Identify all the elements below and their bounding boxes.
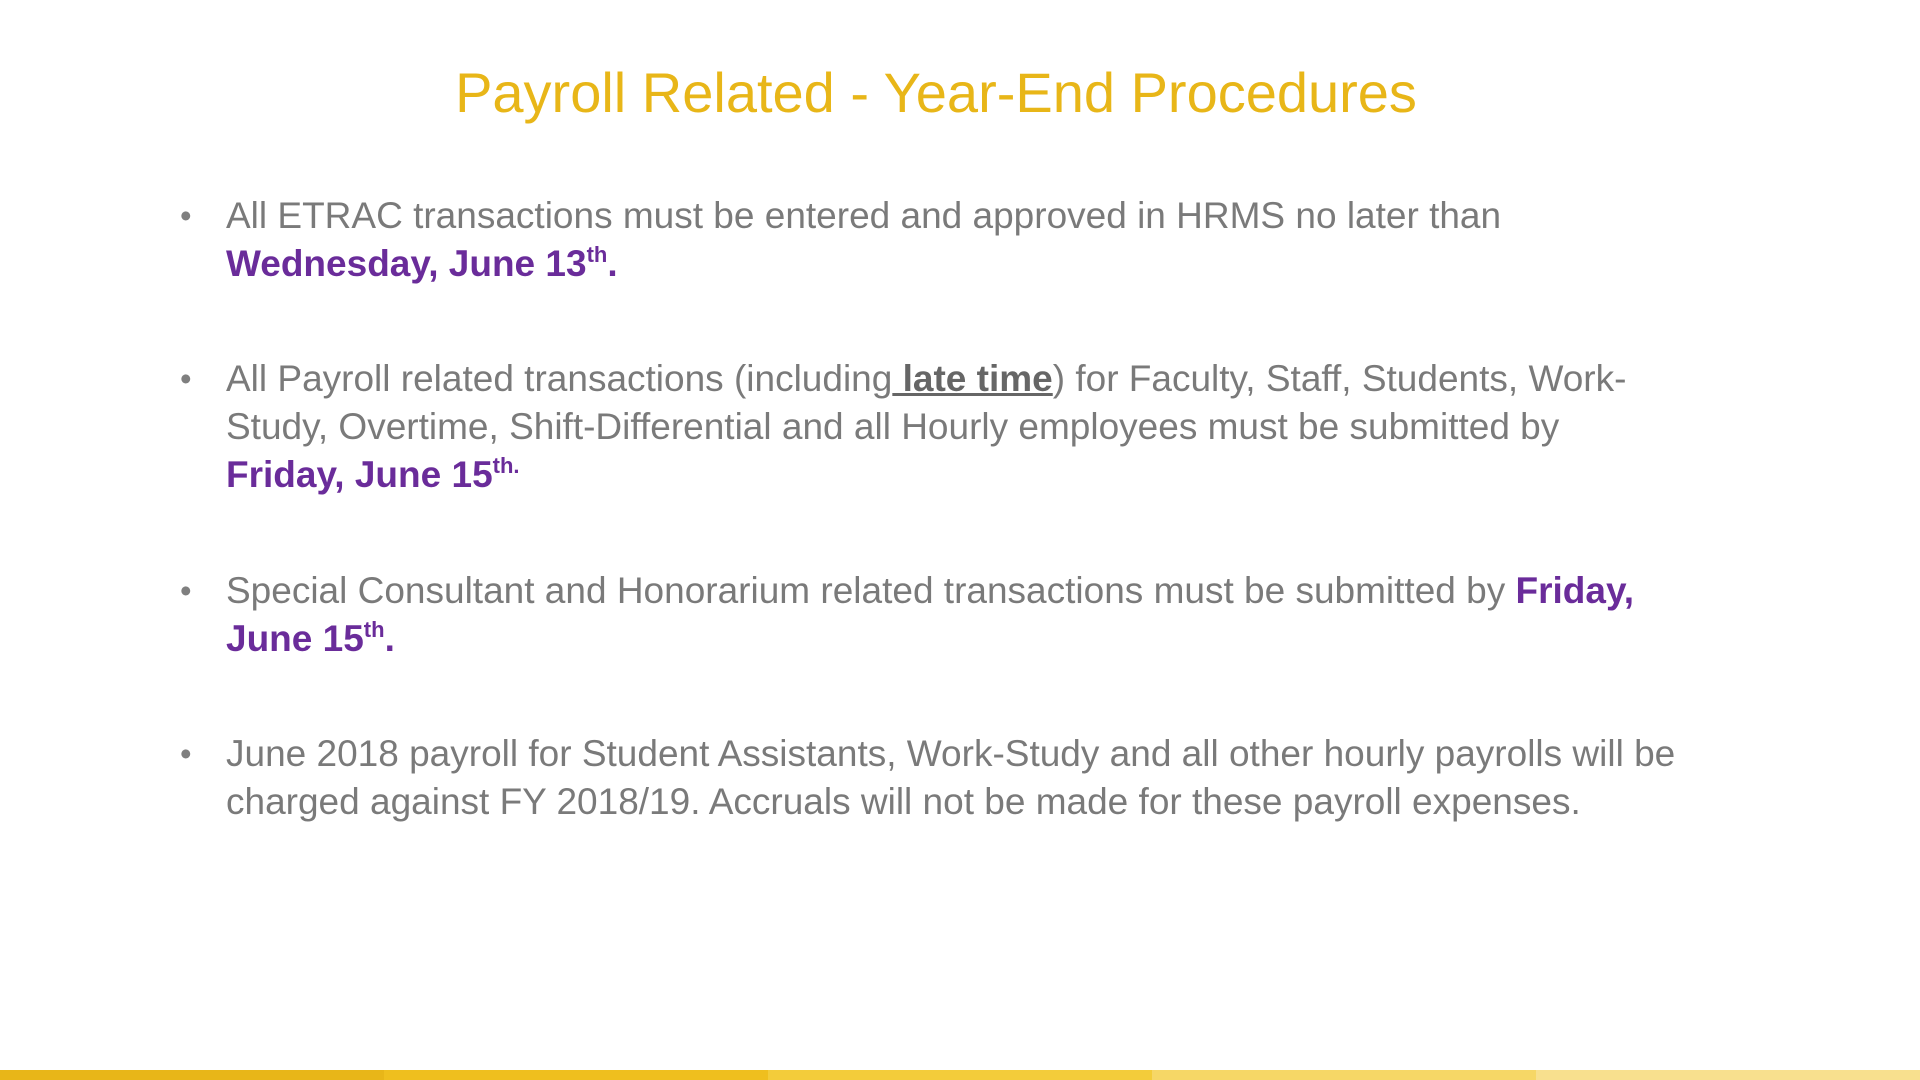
deadline-date: Friday, June 15	[226, 454, 493, 495]
late-time-emphasis: late time	[892, 358, 1053, 399]
deadline-highlight	[226, 243, 618, 284]
bullet-text: June 2018 payroll for Student Assistants, Work-Study and all other hourly payrolls will be charged against FY 2018/19. Accruals will not be made for these payroll expenses.	[226, 733, 1676, 822]
bullet-mark: •	[180, 197, 192, 234]
ordinal-suffix: th	[363, 617, 385, 642]
bullet-text	[226, 567, 1686, 663]
bullet-mark: •	[180, 735, 192, 772]
footer-color-bar	[0, 1070, 1920, 1080]
ordinal-suffix: th	[586, 242, 608, 267]
footer-segment	[0, 1070, 384, 1080]
footer-segment	[1536, 1070, 1920, 1080]
ordinal-suffix: th.	[492, 453, 520, 478]
deadline-end: .	[607, 243, 618, 284]
bullet-text-part: All ETRAC transactions must be entered and approved in HRMS no later than	[226, 195, 1502, 236]
deadline-end: .	[384, 618, 395, 659]
bullet-text-part: All Payroll related transactions (including	[226, 358, 893, 399]
footer-segment	[768, 1070, 1152, 1080]
slide-title: Payroll Related - Year-End Procedures	[455, 61, 1417, 124]
bullet-text-part: ) for Faculty, Staff, Students, Work-Study, Overtime, Shift-Differential and all Hourly employees must be submitted by	[226, 358, 1627, 447]
bullet-mark: •	[180, 572, 192, 609]
bullet-text-part: Special Consultant and Honorarium related transactions must be submitted by	[226, 570, 1516, 611]
bullet-mark: •	[180, 360, 192, 397]
deadline-date: Wednesday, June 13	[226, 243, 587, 284]
bullet-text	[226, 355, 1686, 499]
bullet-text	[226, 192, 1686, 288]
footer-segment	[384, 1070, 768, 1080]
footer-segment	[1152, 1070, 1536, 1080]
deadline-date: Friday, June 15	[226, 570, 1635, 659]
deadline-highlight	[226, 454, 520, 495]
